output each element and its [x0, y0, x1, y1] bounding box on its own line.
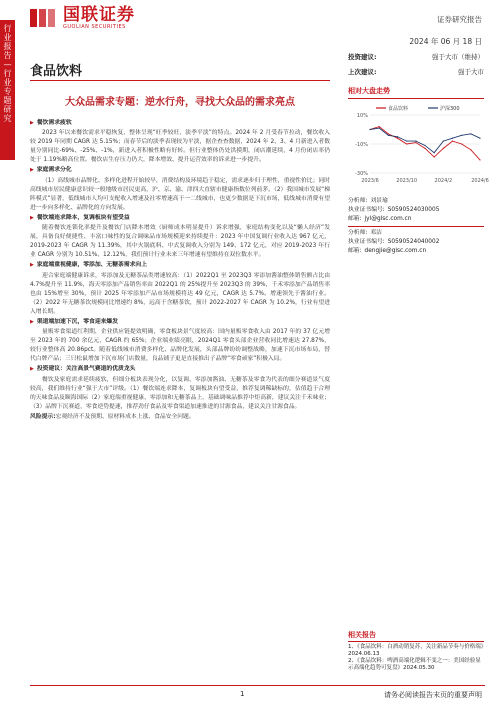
data-point	[397, 138, 398, 139]
data-point	[369, 129, 370, 130]
relative-performance-chart	[348, 103, 489, 187]
rating-label: 投资建议:	[348, 53, 377, 61]
body-paragraph: 迎合家庭端健康诉求，零添加及无糖茶品类增速较高：（1）2022Q1 至 2023Q3 零添加酱油整体销售额占比由 4.7%提升至 11.9%，海天零添加产品销售率由 2022Q1 的 25%提升至 2023Q3 的 39%，千禾零添加产品销售率也由 15%增至 30%，预计 2025 年零添加产品市场规模将达 49 亿元，CAGR 达 5.7%。增速领先于酱油行业。（2）2022 年无糖茶饮规模同比增速约 8%，远高于含糖茶饮，预计 2022-2027 年 CAGR 为 10.2%，行业有望进入增长期。	[30, 272, 330, 315]
section-heading-text: ▶ 家庭端重视健康，零添加、无糖茶需求向上	[36, 262, 148, 269]
legend-label: 沪深300	[440, 106, 460, 112]
analyst-divider	[348, 226, 484, 227]
analyst-email-label: 邮箱:	[348, 216, 362, 222]
side-strip-char: 告	[3, 51, 12, 60]
analyst-cert-row	[348, 238, 484, 247]
analyst-name-label: 分析师:	[348, 230, 368, 236]
data-point	[379, 127, 380, 128]
right-column	[348, 86, 489, 256]
report-type: 证券研究报告	[437, 15, 482, 24]
data-point	[397, 136, 398, 137]
data-point	[388, 135, 389, 136]
footer-disclaimer: 请务必阅读报告末页的重要声明	[384, 691, 482, 699]
main-body	[30, 118, 330, 422]
footer-divider	[30, 685, 485, 686]
body-paragraph: 餐饮及家庭需求延续疲软，但细分板块表现分化，以复调、零添加酱油、无糖茶及零食为代表的细分赛道景气度较高，我们维持行业“强于大市”评级。（1）餐饮端连求降本，复调板块有望受益，推荐复调稀缺标的，估值趋于合理的天味食品及颐海国际（2）家庭端重视健康，零添加和无糖茶品上，基础调味品推荐中炬高新，建议关注千禾味业；（3）品牌下沉赛道，零食逆势提速，推荐劲仔食品及零食渠道加速推进的甘源食品，建议关注甘源食品。	[30, 376, 330, 410]
x-tick-label: 2024/2	[434, 178, 453, 184]
analyst-cert-label: 执业证书编号:	[348, 239, 385, 245]
side-strip-char: —	[3, 60, 12, 69]
analyst-cert: S0590524030005	[387, 207, 440, 213]
data-point	[470, 149, 471, 150]
x-tick-label: 2023/6	[361, 178, 379, 184]
data-point	[415, 141, 416, 142]
risk-warning	[30, 413, 330, 422]
y-tick-label: -10%	[355, 142, 368, 148]
risk-label: 风险提示:	[30, 413, 56, 420]
analyst-name-label: 分析师:	[348, 198, 368, 204]
side-strip-char: 题	[3, 96, 12, 105]
section-heading	[30, 119, 330, 128]
section-heading-text: ▶ 家庭需求分化	[36, 167, 72, 174]
rating-value: 强于大市	[458, 68, 484, 76]
related-report-item[interactable]: 1、《食品饮料：白酒动销复苏，关注新品节奏与价格端》2024.06.13	[348, 644, 484, 657]
body-paragraph: 量贩零食渠道红利期，企业供应链提效明确，零食板块景气度较高：国内量贩零食收入由 2017 年的 37 亿元增至 2023 年的 700 余亿元，CAGR 约 65%；企业端业绩亮眼，2024Q1 零食头部企业营收同比增速达 27.87%，较行业整体高 20.86pct。随着低线城市消费多样化、品牌化发展，头部品牌纷纷调整战略，加速下沉市场布局，替代白牌产品；三只松鼠增加下沉市场门店数量，良品铺子更是直接推出子品牌“零食顽家”积极入局。	[30, 329, 330, 363]
data-point	[452, 141, 453, 142]
data-point	[424, 148, 425, 149]
section-heading	[30, 214, 330, 223]
analyst-block	[348, 197, 484, 256]
divider	[30, 80, 330, 81]
industry-title: 食品饮料	[30, 64, 83, 79]
brand-mark-icon	[28, 6, 58, 30]
series-line	[370, 128, 480, 153]
brand-logo	[28, 6, 135, 30]
analyst-cert-row	[348, 206, 484, 215]
analyst-name: 刘景瑜	[370, 198, 388, 204]
risk-text: 宏观经济不及预期、原材料成本上涨、食品安全问题。	[55, 413, 195, 420]
x-tick-label: 2024/6	[471, 178, 489, 184]
section-heading-text: ▶ 渠道端加速下沉，零食迎来爆发	[36, 318, 119, 325]
x-tick-label: 2023/10	[396, 178, 418, 184]
analyst-email-row	[348, 215, 484, 224]
data-point	[406, 143, 407, 144]
data-point	[415, 142, 416, 143]
data-point	[452, 138, 453, 139]
related-reports	[348, 632, 484, 672]
side-strip-char: 业	[3, 33, 12, 42]
section-heading	[30, 365, 330, 374]
analyst-email[interactable]: dengjie@glsc.com.cn	[364, 248, 427, 254]
data-point	[461, 135, 462, 136]
rating-label: 上次建议:	[348, 68, 377, 76]
analyst-email[interactable]: jyl@glsc.com.cn	[364, 216, 412, 222]
body-paragraph: 随着餐饮连锁化率提升及餐饮门店降本增效（厨师成本明显提升）诉求增强，家庭结构变化以及“懒人经济”发展，具备良好便捷性、丰富口味性的复合调味品市场规模迎来持续提升：2023 年中国复调行业收入达 967 亿元，2019-2023 年 CAGR 为 11.39%，其中火锅底料、中式复调收入分别为 149、172 亿元，对应 2019-2023 年行业 CAGR 分别为 10.51%、12.12%，我们预计行业未来三年增速有望维持在双位数水平。	[30, 225, 330, 259]
data-point	[406, 141, 407, 142]
side-strip-char: 专	[3, 87, 12, 96]
analyst-name-row	[348, 197, 484, 206]
rating-value: 强于大市（维持）	[432, 53, 484, 61]
data-point	[461, 143, 462, 144]
section-heading-text: ▶ 投资建议：关注高景气赛道的优质龙头	[36, 366, 136, 373]
data-point	[443, 148, 444, 149]
data-point	[443, 141, 444, 142]
related-reports-title: 相关报告	[348, 632, 484, 642]
rating-row	[348, 52, 484, 61]
data-point	[388, 133, 389, 134]
y-tick-label: 10%	[356, 113, 368, 119]
analyst-cert: S0590524040002	[387, 239, 440, 245]
section-heading-text: ▶ 餐饮需求疲软	[36, 120, 72, 126]
series-line	[370, 127, 480, 160]
rating-block	[348, 52, 484, 82]
side-strip-char: 业	[3, 78, 12, 87]
side-strip-char: 报	[3, 42, 12, 51]
side-strip-char: 行	[3, 69, 12, 78]
rating-row	[348, 67, 484, 76]
section-heading	[30, 261, 330, 270]
side-strip-char: 行	[3, 24, 12, 33]
chart-section-title: 相对大盘走势	[348, 86, 484, 99]
y-tick-label: -30%	[355, 171, 368, 177]
data-point	[479, 159, 480, 160]
body-paragraph: 2023 年以来餐饮需求平稳恢复，整体呈现“旺季较旺，淡季平淡”的特点。2024 年 2 月受春节拉动，餐饮收入较 2019 年同期 CAGR 达 5.15%；而春节后的淡季表现较为平淡，据企查查数据，2024 年 2、3、4 月新进入者数量分别同比-69%、-25%、-1%，新进入者积极性略有好转。但行业整体仍处洪摸期，闭店潮延续，4 月份闭店率仍处于 1.19%略高位置。餐饮店生存压力仍大，降本增效、提升运营效率的诉求进一步提升。	[30, 130, 330, 164]
data-point	[434, 152, 435, 153]
data-point	[470, 133, 471, 134]
data-point	[379, 126, 380, 127]
analyst-email-label: 邮箱:	[348, 248, 362, 254]
section-heading	[30, 166, 330, 175]
report-date: 2024 年 06 月 18 日	[409, 37, 482, 46]
page-number: 1	[240, 690, 245, 698]
section-heading-text: ▶ 餐饮端连求降本，复调板块有望受益	[36, 214, 130, 221]
side-strip-char: 研	[3, 105, 12, 114]
brand-name: 国联证券	[63, 5, 135, 25]
side-category-strip	[0, 20, 15, 160]
data-point	[424, 145, 425, 146]
analyst-email-row	[348, 247, 484, 256]
analyst-cert-label: 执业证书编号:	[348, 207, 385, 213]
body-paragraph: （1）高线城市品牌化、多样化进程开始较早，消费结构及环境趋于稳定，需求逐步归于理性，重视性价比；同时高线城市居民健康意识较一般地级市居民更高，沪、京、渝、津四大直辖市健康指数位列前茅。（2）我国城市发展“梯阵模式”显著，低线城市人均可支配收入增速及社零增速高于一二线城市，也更少数据是下沉市场，低线城市消费有望进一步向多样化、品牌化的方向发展。	[30, 177, 330, 211]
data-point	[434, 156, 435, 157]
report-title: 大众品需求专题：逆水行舟，寻找大众品的需求亮点	[65, 97, 295, 108]
analyst-name: 邓洁	[370, 230, 382, 236]
brand-name-en: GUOLIAN SECURITIES	[63, 24, 126, 30]
legend-label: 食品饮料	[388, 106, 409, 112]
section-heading	[30, 318, 330, 327]
side-strip-char: 究	[3, 114, 12, 123]
analyst-name-row	[348, 229, 484, 238]
chart-svg	[348, 103, 489, 185]
data-point	[479, 138, 480, 139]
related-report-item[interactable]: 2、《食品饮料：啤酒高端化逻辑不变之一：美国经验显示高端化趋势可复盘》2024.05.30	[348, 658, 481, 671]
